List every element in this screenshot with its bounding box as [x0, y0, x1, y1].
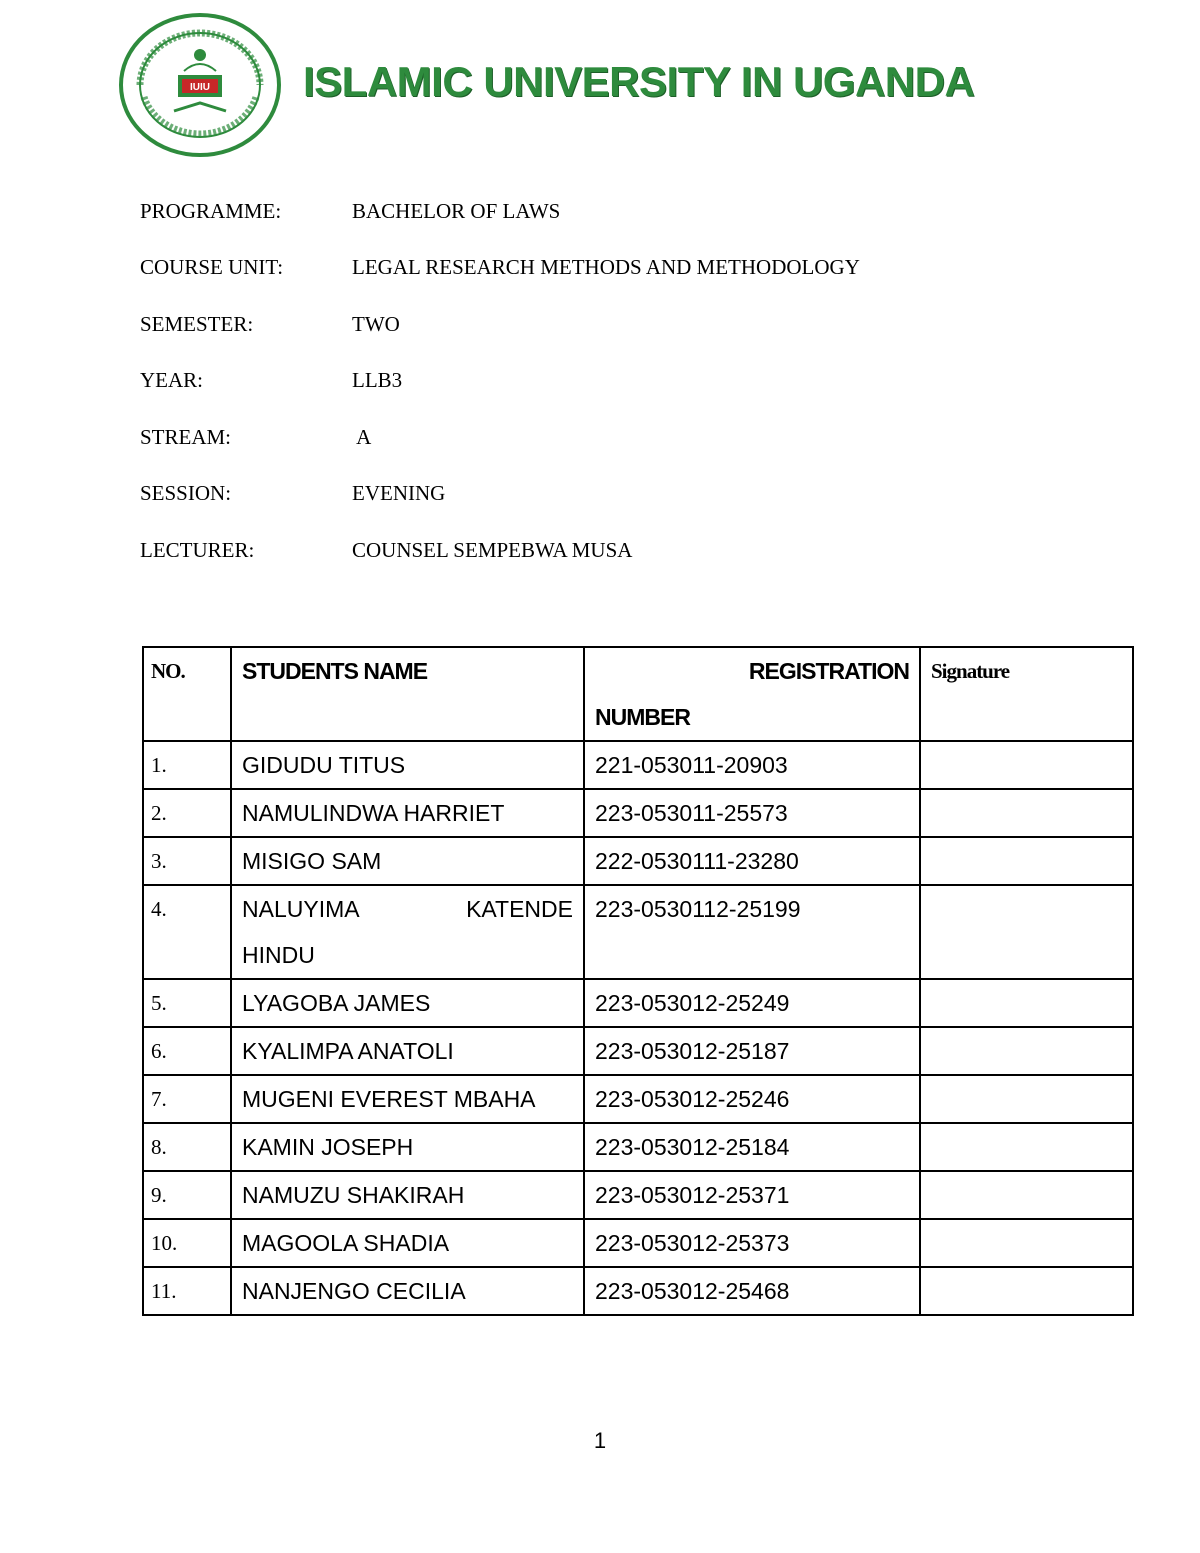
header-students-name: STUDENTS NAME — [231, 647, 584, 741]
table-row — [143, 1267, 1133, 1315]
row-number: 5. — [143, 979, 231, 1027]
student-name — [231, 885, 584, 979]
student-name: LYAGOBA JAMES — [231, 979, 584, 1027]
table-row — [143, 837, 1133, 885]
signature-cell[interactable] — [920, 789, 1133, 837]
signature-cell[interactable] — [920, 1219, 1133, 1267]
table-row — [143, 1027, 1133, 1075]
signature-cell[interactable] — [920, 1027, 1133, 1075]
year-value: LLB3 — [352, 368, 403, 392]
registration-number: 222-0530111-23280 — [584, 837, 920, 885]
registration-number: 223-053012-25371 — [584, 1171, 920, 1219]
header-registration-number — [584, 647, 920, 741]
row-number: 2. — [143, 789, 231, 837]
registration-number: 223-053012-25373 — [584, 1219, 920, 1267]
row-number: 8. — [143, 1123, 231, 1171]
signature-cell[interactable] — [920, 1075, 1133, 1123]
table-row — [143, 885, 1133, 979]
session-label: SESSION: — [140, 481, 232, 505]
registration-number: 223-0530112-25199 — [584, 885, 920, 979]
header-registration-line1: REGISTRATION — [748, 658, 909, 684]
student-name: MISIGO SAM — [231, 837, 584, 885]
year-label: YEAR: — [140, 368, 203, 392]
student-name-line1 — [242, 886, 573, 932]
student-name: MUGENI EVEREST MBAHA — [231, 1075, 584, 1123]
student-name: MAGOOLA SHADIA — [231, 1219, 584, 1267]
header-registration-line2: NUMBER — [595, 704, 690, 730]
registration-number: 223-053012-25187 — [584, 1027, 920, 1075]
signature-cell[interactable] — [920, 741, 1133, 789]
row-number: 11. — [143, 1267, 231, 1315]
student-name-part: NALUYIMA — [242, 896, 360, 922]
student-name: KYALIMPA ANATOLI — [231, 1027, 584, 1075]
student-name: NAMUZU SHAKIRAH — [231, 1171, 584, 1219]
signature-cell[interactable] — [920, 1123, 1133, 1171]
course-unit-label: COURSE UNIT: — [140, 255, 284, 279]
row-number: 10. — [143, 1219, 231, 1267]
signature-cell[interactable] — [920, 1171, 1133, 1219]
lecturer-label: LECTURER: — [140, 538, 255, 562]
table-row — [143, 1123, 1133, 1171]
table-row — [143, 1219, 1133, 1267]
programme-value: BACHELOR OF LAWS — [352, 199, 561, 223]
row-number: 9. — [143, 1171, 231, 1219]
table-row — [143, 979, 1133, 1027]
registration-number: 223-053012-25246 — [584, 1075, 920, 1123]
student-name: GIDUDU TITUS — [231, 741, 584, 789]
signature-cell[interactable] — [920, 979, 1133, 1027]
course-unit-value: LEGAL RESEARCH METHODS AND METHODOLOGY — [352, 255, 860, 279]
student-name: NANJENGO CECILIA — [231, 1267, 584, 1315]
logo-text: IUIU — [190, 82, 210, 93]
programme-label: PROGRAMME: — [140, 199, 282, 223]
session-value: EVENING — [352, 481, 446, 505]
stream-value: A — [352, 425, 372, 449]
university-logo — [118, 13, 283, 158]
row-number: 1. — [143, 741, 231, 789]
university-name: ISLAMIC UNIVERSITY IN UGANDA — [303, 58, 975, 105]
header-signature: Signature — [920, 647, 1133, 741]
page-number: 1 — [593, 1428, 607, 1453]
registration-number: 221-053011-20903 — [584, 741, 920, 789]
student-name-line2: HINDU — [242, 942, 315, 968]
table-row — [143, 1075, 1133, 1123]
row-number: 7. — [143, 1075, 231, 1123]
row-number: 6. — [143, 1027, 231, 1075]
student-name: NAMULINDWA HARRIET — [231, 789, 584, 837]
signature-cell[interactable] — [920, 1267, 1133, 1315]
registration-number: 223-053012-25249 — [584, 979, 920, 1027]
header-no: NO. — [143, 647, 231, 741]
table-row — [143, 789, 1133, 837]
row-number: 3. — [143, 837, 231, 885]
registration-number: 223-053012-25184 — [584, 1123, 920, 1171]
registration-number: 223-053011-25573 — [584, 789, 920, 837]
student-roster-table — [142, 646, 1134, 1316]
semester-label: SEMESTER: — [140, 312, 254, 336]
student-name-part: KATENDE — [466, 896, 573, 922]
signature-cell[interactable] — [920, 837, 1133, 885]
student-name: KAMIN JOSEPH — [231, 1123, 584, 1171]
table-row — [143, 741, 1133, 789]
lecturer-value: COUNSEL SEMPEBWA MUSA — [352, 538, 633, 562]
stream-label: STREAM: — [140, 425, 232, 449]
row-number: 4. — [143, 885, 231, 979]
semester-value: TWO — [352, 312, 400, 336]
signature-cell[interactable] — [920, 885, 1133, 979]
table-row — [143, 1171, 1133, 1219]
table-header-row — [143, 647, 1133, 741]
registration-number: 223-053012-25468 — [584, 1267, 920, 1315]
